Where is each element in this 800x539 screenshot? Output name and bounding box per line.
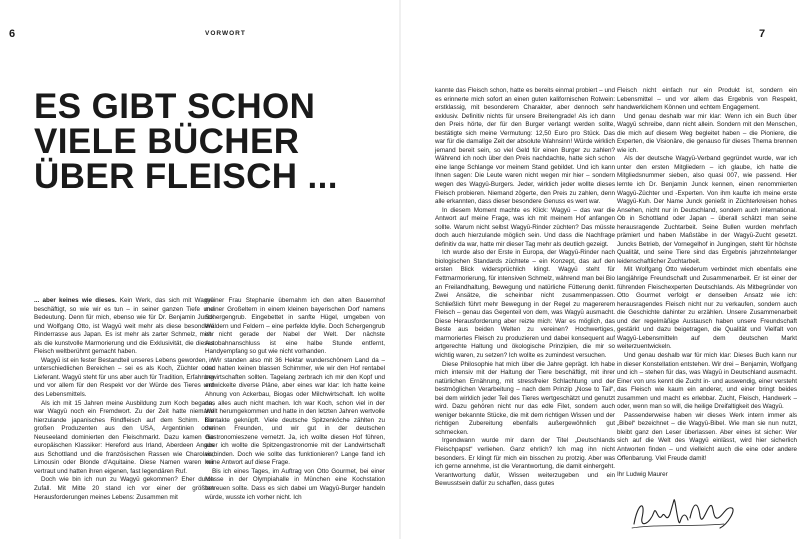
- paragraph: Irgendwann wurde mir dann der Titel „Deutschlands Fleischpapst“ verliehen. Ganz ehrlich? Ich mag ihn nicht besonders. Er klingt für mich ein bisschen zu protzig. Aber was ich gerne annehme, ist die Verantwortung, die damit einhergeht. Verantwortung dafür, Wissen weiterzugeben und ein Bewusstsein dafür zu schaffen, dass gutes: [435, 437, 615, 488]
- text-column-3: [435, 87, 615, 489]
- paragraph: Und genau deshalb war für mich klar: Dieses Buch kann nur in dieser Konstellation entstehen. Wir drei – Benjamin, Wolfgang und ich – stehen für das, was Wagyū in Deutschland ausmacht. Einer von uns kennt die Zucht in- und auswendig, einer versteht das Fleisch wie kaum ein anderer, und einer bringt beides zusammen und macht es erlebbar. Zucht, Fleisch, Handwerk – oder, wenn man so will, die heilige Dreifaltigkeit des Wagyū.: [617, 351, 797, 411]
- text-column-2: [205, 297, 385, 502]
- text-column-4: [617, 87, 797, 480]
- paragraph: Passenderweise haben wir dieses Werk intern immer als „Bibel“ bezeichnet – die Wagyū-Bibel. Wie man sie nun nutzt, bleibt ganz den Leser überlassen. Aber eines ist sicher: Wer sich auf die Welt des Wagyū einlässt, wird hier sicherlich Antworten finden – und vielleicht auch die eine oder andere Offenbarung. Viel Freude damit!: [617, 411, 797, 462]
- headline-line-3: ÜBER FLEISCH ...: [34, 157, 338, 196]
- text-column-1: [34, 297, 214, 502]
- paragraph: Diese Philosophie hat mich über die Jahre geprägt. Ich habe mich intensiv mit der Haltung der Tiere beschäftigt, mit ihrer natürlichen Ernährung, mit stressfreier Schlachtung und der bestmöglichen Verarbeitung – nach dem Prinzip „Nose to Tail“, bei dem wirklich jeder Teil des Tieres wertgeschätzt und genutzt wird. Dazu gehören nicht nur das edle Filet, sondern auch weniger bekannte Stücke, die mit dem richtigen Wissen und der richtigen Zubereitung ebenfalls außergewöhnlich gut schmecken.: [435, 360, 615, 436]
- page-number-right: 7: [759, 28, 766, 40]
- section-label: VORWORT: [205, 30, 246, 37]
- paragraph: Als der deutsche Wagyū-Verband gegründet wurde, war ich unter den ersten Mitgliedern – ich glaube, ich hatte die Mitgliedsnummer sieben, also quasi 007, wie passend. Hier lernte ich Dr. Benjamin Junck kennen, einen renommierten Wagyū-Züchter und -Experten. Von ihm kaufte ich meine erste Wagyū-Kuh. Der Name Junck genießt in Züchterkreisen hohes Ansehen, nicht nur in Deutschland, sondern auch international. Ob in Schottland oder Japan – überall schätzt man seine herausragende Zuchtarbeit. Seine Bullen wurden mehrfach prämiert und haben Maßstäbe in der Wagyū-Zucht gesetzt. Juncks Betrieb, der Vornegelhof in Jungingen, steht für höchste Qualität, und seine Tiere sind das Ergebnis jahrzehntelanger leidenschaftlicher Zuchtarbeit.: [617, 155, 797, 265]
- paragraph: Und genau deshalb war mir klar: Wenn ich ein Buch über Wagyū schreibe, dann nicht allein. Sondern mit den Menschen, die mich auf diesem Weg begleitet haben – die Pioniere, die Experten, die Visionäre, die genauso für dieses Thema brennen wie ich.: [617, 112, 797, 154]
- headline: [34, 89, 374, 194]
- page-number-left: 6: [9, 28, 16, 40]
- paragraph-text: Kein Werk, das sich mit Wagyū beschäftigt, so wie wir es tun – in seiner ganzen Tiefe und Bedeutung. Denn für mich, ebenso wie für Dr. Benjamin Junck und Wolfgang Otto, ist Wagyū weit mehr als diese besondere Rinderrasse aus Japan. Es ist mehr als zarter Schmelz, mehr als die kunstvolle Marmorierung und die Exklusivität, die dieses Fleisch weltberühmt gemacht haben.: [34, 297, 214, 356]
- book-gutter: [399, 0, 401, 539]
- paragraph: Wagyū ist ein fester Bestandteil unseres Lebens geworden, in unterschiedlichen Bereichen – sei es als Koch, Züchter oder Lieferant. Wagyū steht für uns aber auch für Tradition, Erfahrung und vor allem für den Respekt vor der Würde des Tieres und des Lebensmittels.: [34, 356, 214, 399]
- paragraph: Als ich mit 15 Jahren meine Ausbildung zum Koch begann, war Wagyū noch ein Fremdwort. Zu der Zeit hatte niemand hierzulande japanisches Rindfleisch auf dem Schirm. Die großen Produzenten aus den USA, Argentinien oder Neuseeland dominierten den Fleischmarkt. Dazu kamen die europäischen Klassiker: Hereford aus Irland, Aberdeen Angus aus Schottland und die französischen Rassen wie Charolais, Limousin oder Blonde d'Aquitaine. Diese Namen waren mir vertraut und hatten ihren eigenen, fast legendären Ruf.: [34, 399, 214, 475]
- paragraph: Doch wie bin ich nun zu Wagyū gekommen? Eher durch Zufall. Mit Mitte 20 stand ich vor einer der größten Herausforderungen meines Lebens: Zusammen mit: [34, 476, 214, 501]
- paragraph: Mit Wolfgang Otto wiederum verbindet mich ebenfalls eine langjährige Freundschaft und Zusammenarbeit. Er ist einer der führenden Fleischexperten Deutschlands. Als Mitbegründer von Otto Gourmet verfolgt er denselben Ansatz wie ich: herausragendes Fleisch nicht nur zu verkaufen, sondern auch die Geschichte dahinter zu erzählen. Unsere Zusammenarbeit und der regelmäßige Austausch haben unsere Freundschaft gestärkt und dazu beigetragen, die Qualität und Vielfalt von Wagyū-Lebensmitteln auf dem deutschen Markt weiterzuentwickeln.: [617, 266, 797, 351]
- paragraph: Fleisch nicht einfach nur ein Produkt ist, sondern ein Lebensmittel – und vor allem das Ergebnis von Respekt, handwerklichem Können und echtem Engagement.: [617, 87, 797, 112]
- lead-in-text: ... aber keines wie dieses.: [34, 297, 117, 304]
- paragraph: Ich wurde also der Erste in Europa, der Wagyū-Rinder nach biologischen Standards züchtete – ein Konzept, das auf den ersten Blick widersprüchlich klingt. Wagyū steht für Fettmarmorierung, für intensiven Schmelz, während man bei Bio an Freilandhaltung, Bewegung und natürliche Fütterung denkt. Zwei Ansätze, die scheinbar nicht zusammenpassen. Schließlich führt mehr Bewegung in der Regel zu magererem Fleisch – genau das Gegenteil von dem, was Wagyū ausmacht. Diese Herausforderung aber reizte mich: War es möglich, das Beste aus beiden Welten zu vereinen? Hochwertiges, marmoriertes Fleisch zu produzieren und dabei konsequent auf artgerechte Haltung und ökologische Prinzipien, die mir so wichtig waren, zu setzen? Ich wollte es zumindest versuchen.: [435, 249, 615, 359]
- author-signoff: Ihr Ludwig Maurer: [617, 471, 668, 479]
- paragraph: kannte das Fleisch schon, hatte es bereits einmal probiert – und es erinnerte mich sofort an einen guten kalifornischen Rotwein: erstklassig, mit besonderem Charakter, aber dennoch sehr exklusiv. Definitiv nichts für unsere Breitengrade! Als ich dann den Preis hörte, der für den Burger verlangt werden sollte, bestätigte sich meine Vermutung: 12,50 Euro pro Stück. Das war für die damalige Zeit der absolute Wahnsinn! Würde wirklich jemand bereit sein, so viel Geld für einen Burger zu zahlen? Während ich noch über den Preis nachdachte, hatte sich schon eine lange Schlange vor meinem Stand gebildet. Und ich kann Ihnen sagen: Die Leute waren nicht wegen mir hier – sondern wegen des Wagyū-Burgers. Jeder, wirklich jeder wollte dieses Fleisch probieren. Niemand zögerte, den Preis zu zahlen, denn alle erkannten, dass dieser besondere Genuss es wert war.: [435, 87, 615, 206]
- paragraph: Wir standen also mit 36 Hektar wunderschönem Land da – und hatten keinen blassen Schimmer, wie wir den Hof rentabel bewirtschaften sollten. Tagelang zerbrach ich mir den Kopf und entwickelte diverse Pläne, aber eines war klar: Ich hatte keine Ahnung von Ackerbau, Biogas oder Milchwirtschaft. Ich wollte das alles auch nicht machen. Ich war Koch, schon viel in der Welt herumgekommen und hatte in den letzten Jahren wertvolle Kontakte geknüpft. Viele deutsche Spitzenköche zählten zu meinen Freunden, und wir gut in der deutschen Gastronomieszene vernetzt. Ja, ich wollte diesen Hof führen, aber ich wollte die Spitzengastronomie mit der Landwirtschaft verbinden. Doch wie sollte das funktionieren? Lange fand ich keine Antwort auf diese Frage.: [205, 356, 385, 467]
- paragraph: [34, 297, 214, 357]
- headline-line-1: ES GIBT SCHON: [34, 87, 316, 126]
- paragraph: meiner Frau Stephanie übernahm ich den alten Bauernhof meiner Großeltern in einem kleinen bayerischen Dorf namens Schergengrub. Eingebettet in sanfte Hügel, umgeben von Wäldern und Feldern – eine perfekte Idylle. Doch Schergengrub ist nicht gerade der Nabel der Welt. Der nächste Autobahnanschluss ist eine halbe Stunde entfernt, Handyempfang so gut wie nicht vorhanden.: [205, 297, 385, 356]
- handwritten-signature: [628, 494, 740, 534]
- headline-line-2: VIELE BÜCHER: [34, 122, 300, 161]
- paragraph: In diesem Moment machte es Klick: Wagyū – das war die Antwort auf meine Frage, was ich mit meinem Hof anfangen sollte. Warum nicht selbst Wagyū-Rinder züchten? Das müsste doch auch hierzulande möglich sein. Und dass die Nachfrage definitiv da war, hatte mir dieser Tag mehr als deutlich gezeigt.: [435, 206, 615, 248]
- paragraph: Bis ich eines Tages, im Auftrag von Otto Gourmet, bei einer Messe in der Olympiahalle in München eine Kochstation betreuen sollte. Dass es sich dabei um Wagyū-Burger handeln würde, wusste ich vorher nicht. Ich: [205, 467, 385, 501]
